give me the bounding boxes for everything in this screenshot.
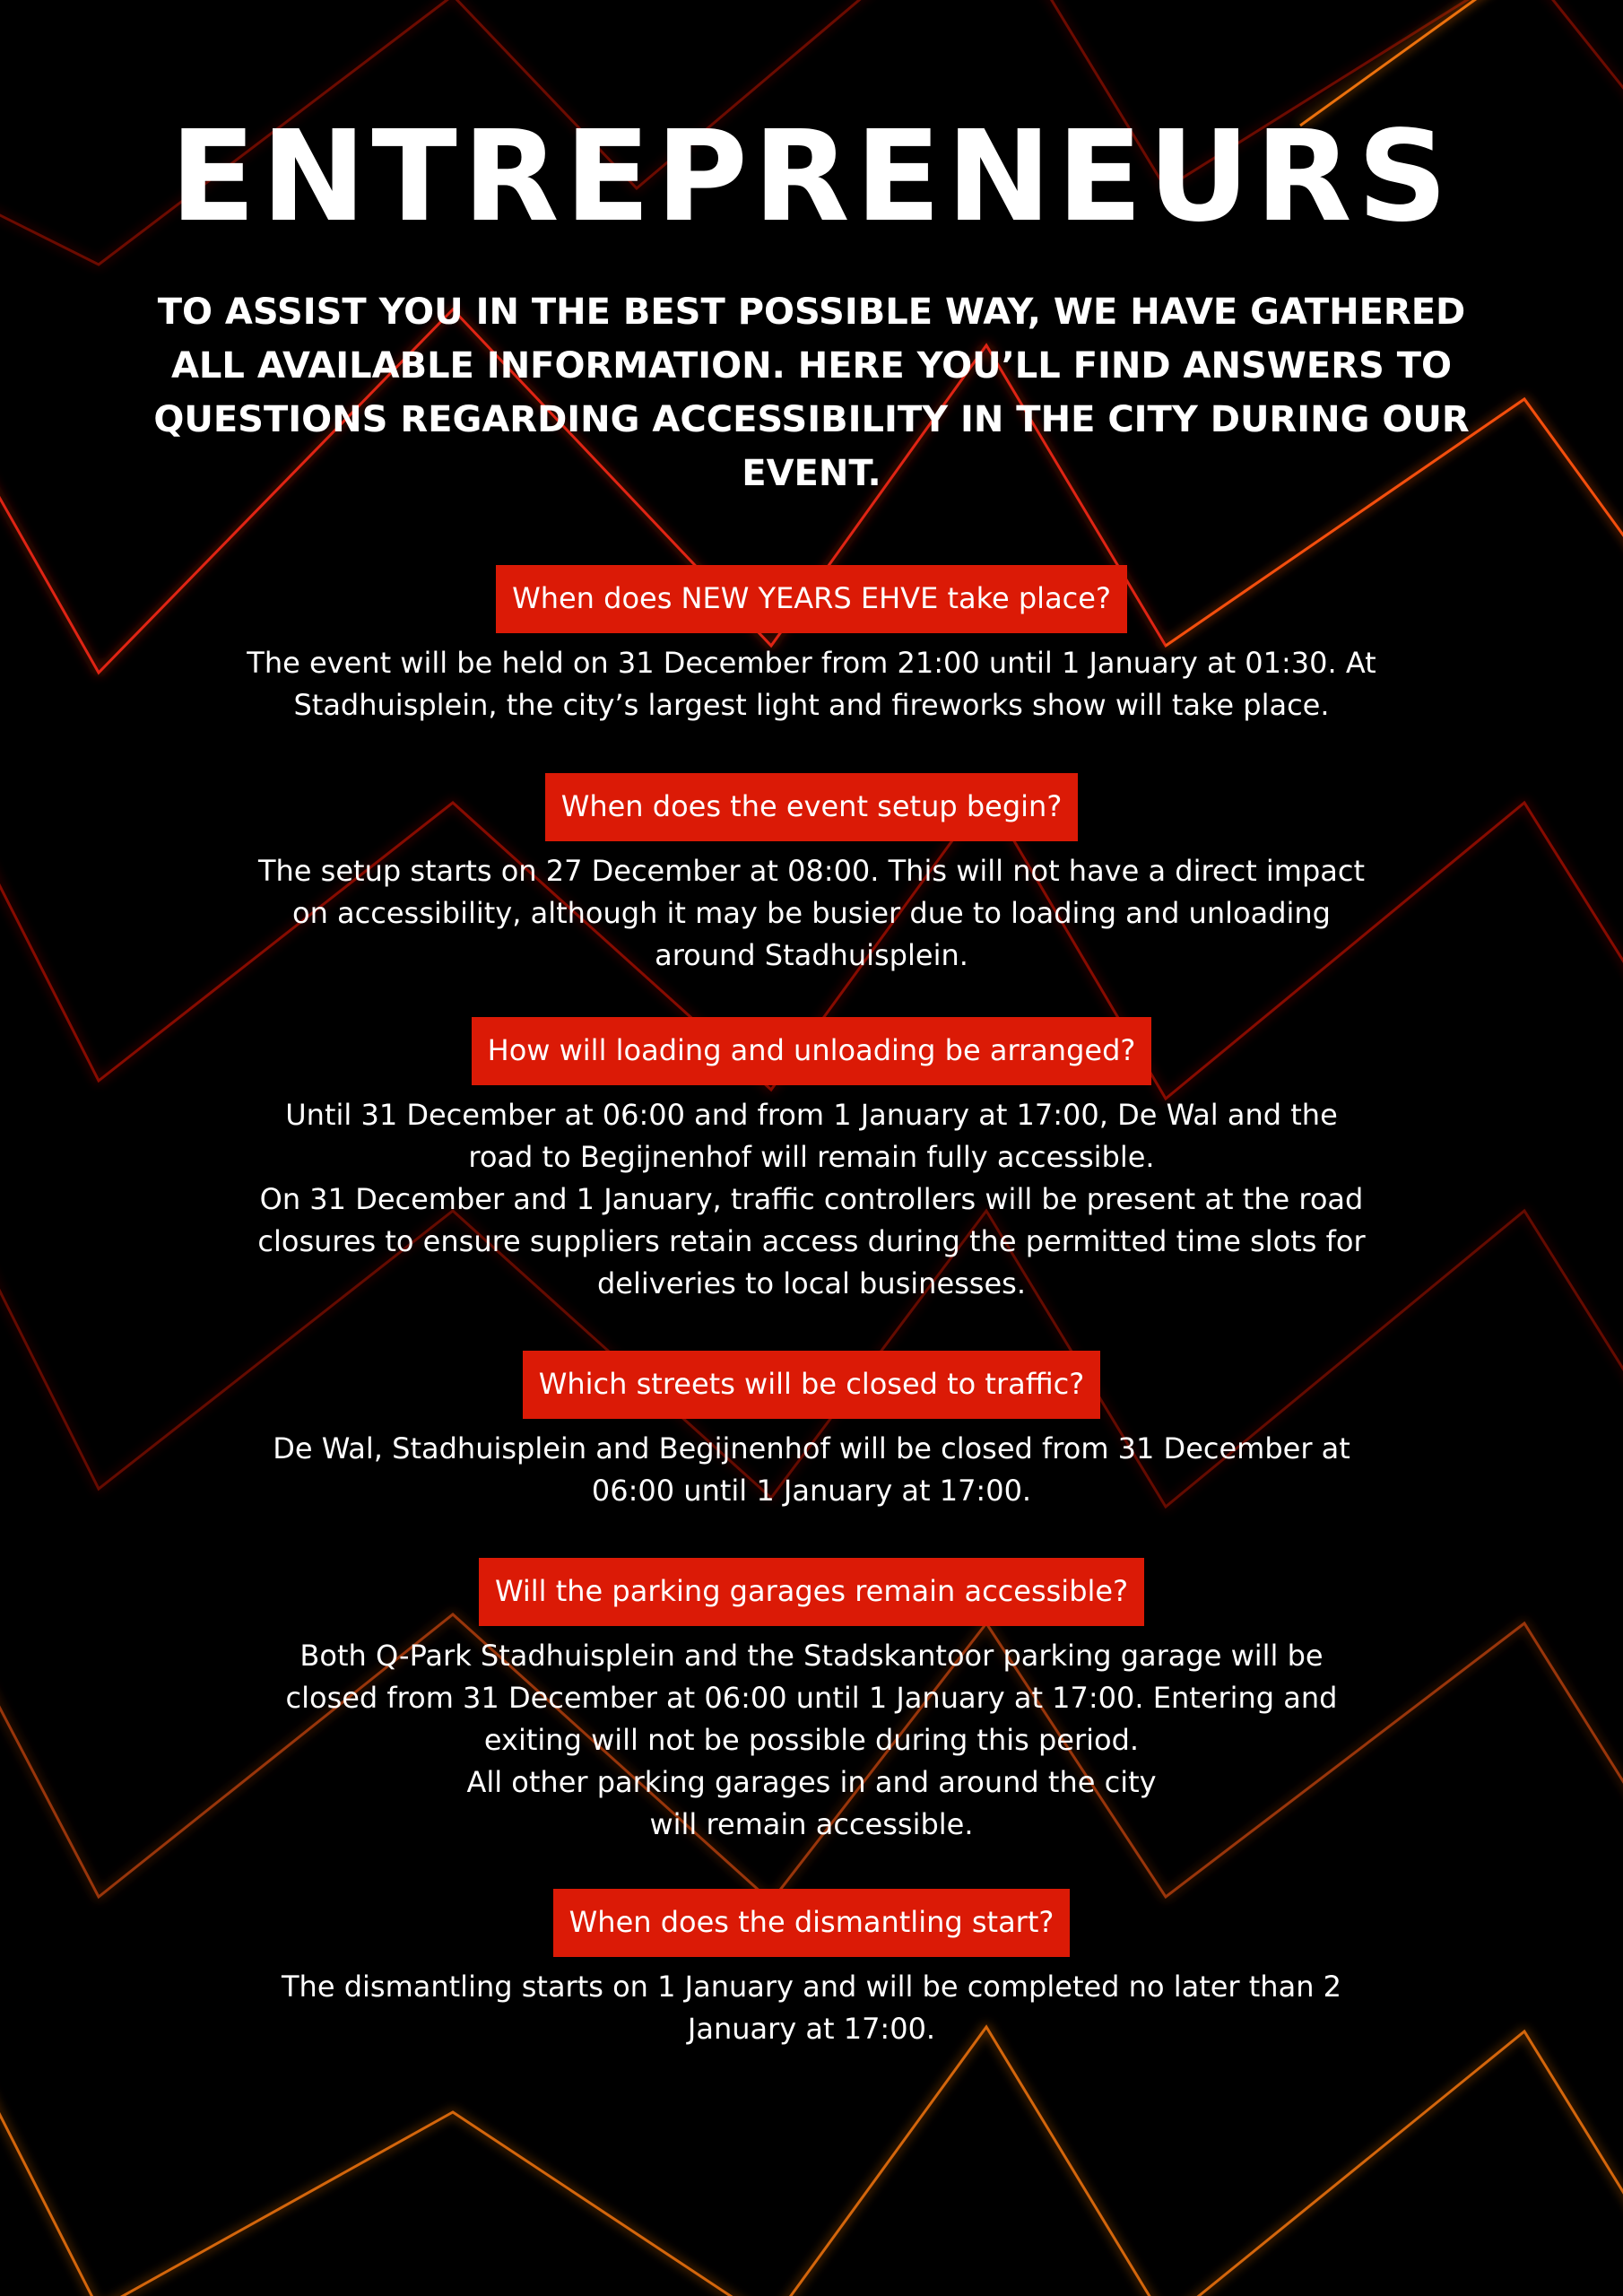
faq-question: When does the dismantling start? (553, 1889, 1071, 1957)
answer-line: January at 17:00. (687, 2012, 936, 2046)
intro-text: TO ASSIST YOU IN THE BEST POSSIBLE WAY, WE HAVE GATHERED ALL AVAILABLE INFORMATION. HERE YOU’LL FIND ANSWERS TO QUESTIONS REGARDING ACCESSIBILITY IN THE CITY DURING OUR EVENT. (153, 291, 1470, 494)
faq-question: How will loading and unloading be arranged? (472, 1017, 1152, 1085)
faq-question: Will the parking garages remain accessible? (479, 1558, 1144, 1626)
faq-question: Which streets will be closed to traffic? (523, 1351, 1101, 1419)
answer-line: The setup starts on 27 December at 08:00. This will not have a direct impact (257, 854, 1366, 888)
answer-line: Both Q-Park Stadhuisplein and the Stadskantoor parking garage will be (299, 1639, 1324, 1673)
faq-item (0, 1017, 1623, 1305)
faq-answer (202, 850, 1421, 977)
faq-question: When does the event setup begin? (545, 773, 1079, 841)
answer-line: road to Begijnenhof will remain fully accessible. (468, 1140, 1155, 1174)
faq-answer (202, 1094, 1421, 1305)
answer-line: closed from 31 December at 06:00 until 1 January at 17:00. Entering and (285, 1681, 1338, 1715)
faq-item (0, 773, 1623, 977)
answer-line: on accessibility, although it may be busier due to loading and unloading (292, 896, 1331, 930)
faq-question: When does NEW YEARS EHVE take place? (496, 565, 1127, 633)
answer-line: The dismantling starts on 1 January and will be completed no later than 2 (282, 1970, 1341, 2004)
faq-answer (202, 642, 1421, 726)
faq-item (0, 565, 1623, 726)
answer-line: Until 31 December at 06:00 and from 1 January at 17:00, De Wal and the (285, 1098, 1338, 1132)
answer-line: Stadhuisplein, the city’s largest light and fireworks show will take place. (293, 688, 1330, 722)
faq-answer (202, 1966, 1421, 2050)
faq-item (0, 1889, 1623, 2050)
faq-answer (202, 1635, 1421, 1846)
answer-line: On 31 December and 1 January, traffic controllers will be present at the road (259, 1182, 1364, 1216)
answer-line: around Stadhuisplein. (655, 938, 968, 972)
faq-item (0, 1558, 1623, 1846)
answer-line: All other parking garages in and around the city (466, 1765, 1157, 1799)
answer-line: exiting will not be possible during this period. (483, 1723, 1140, 1757)
answer-line: closures to ensure suppliers retain access during the permitted time slots for (257, 1224, 1366, 1258)
page-title: ENTREPRENEURS (169, 104, 1454, 250)
answer-line: 06:00 until 1 January at 17:00. (591, 1474, 1032, 1508)
answer-line: De Wal, Stadhuisplein and Begijnenhof will be closed from 31 December at (273, 1431, 1350, 1465)
answer-line: will remain accessible. (649, 1807, 974, 1841)
faq-item (0, 1351, 1623, 1512)
faq-answer (202, 1428, 1421, 1512)
answer-line: The event will be held on 31 December from 21:00 until 1 January at 01:30. At (247, 646, 1376, 680)
answer-line: deliveries to local businesses. (596, 1266, 1026, 1300)
